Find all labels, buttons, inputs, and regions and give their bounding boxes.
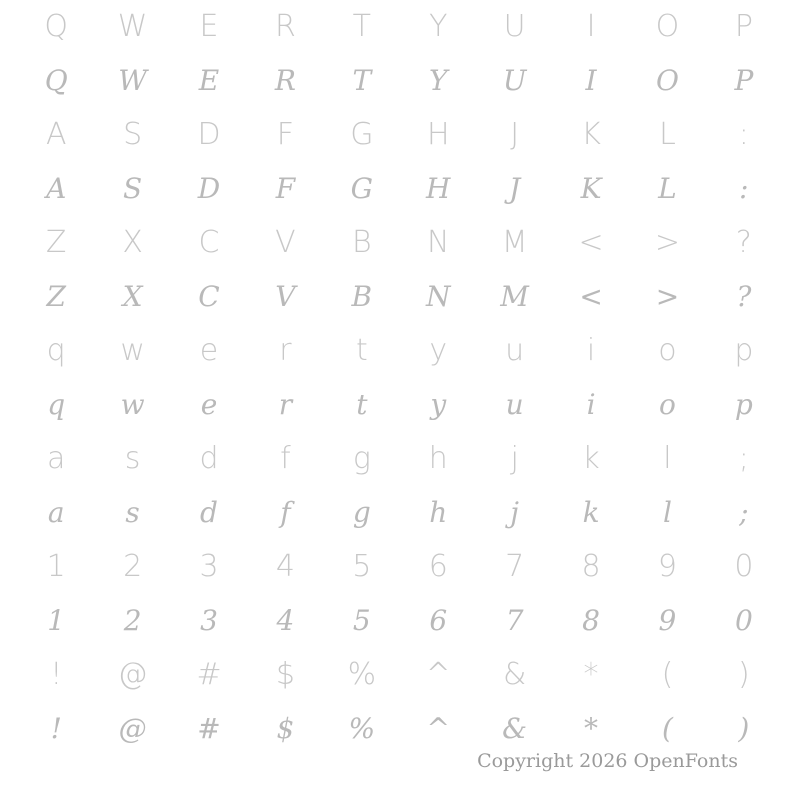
glyph-cell: P bbox=[734, 64, 754, 97]
glyph-cell: X bbox=[122, 280, 143, 313]
glyph-row bbox=[18, 432, 782, 486]
glyph-cell: K bbox=[581, 117, 601, 152]
glyph-cell: % bbox=[347, 657, 377, 692]
glyph-cell: O bbox=[655, 9, 680, 44]
glyph-cell: < bbox=[578, 225, 604, 260]
glyph-row bbox=[18, 540, 782, 594]
glyph-cell: * bbox=[584, 712, 599, 745]
glyph-cell: C bbox=[198, 225, 220, 260]
glyph-cell: W bbox=[117, 9, 148, 44]
glyph-cell: D bbox=[197, 117, 221, 152]
glyph-cell: $ bbox=[276, 712, 295, 745]
glyph-cell: O bbox=[655, 64, 679, 97]
glyph-cell: L bbox=[659, 117, 676, 152]
glyph-cell: e bbox=[199, 333, 219, 368]
glyph-cell: l bbox=[662, 496, 672, 529]
glyph-cell: G bbox=[350, 117, 374, 152]
glyph-cell: U bbox=[503, 9, 526, 44]
glyph-cell: A bbox=[46, 172, 67, 205]
glyph-cell: ^ bbox=[425, 657, 451, 692]
glyph-cell: U bbox=[502, 64, 527, 97]
glyph-cell: h bbox=[428, 441, 448, 476]
glyph-cell: W bbox=[118, 64, 147, 97]
glyph-cell: e bbox=[200, 388, 218, 421]
glyph-cell: 5 bbox=[352, 604, 371, 637]
glyph-cell: H bbox=[426, 117, 450, 152]
glyph-cell: & bbox=[502, 712, 528, 745]
glyph-cell: 0 bbox=[734, 604, 753, 637]
glyph-cell: T bbox=[352, 9, 371, 44]
glyph-cell: # bbox=[196, 657, 222, 692]
glyph-cell: B bbox=[351, 280, 373, 313]
glyph-cell: Z bbox=[45, 225, 67, 260]
glyph-cell: k bbox=[582, 496, 600, 529]
glyph-cell: r bbox=[279, 333, 292, 368]
glyph-row bbox=[18, 594, 782, 648]
glyph-cell: V bbox=[275, 280, 296, 313]
glyph-cell: G bbox=[350, 172, 374, 205]
glyph-cell: g bbox=[352, 441, 371, 476]
glyph-row bbox=[18, 378, 782, 432]
glyph-cell: M bbox=[501, 225, 528, 260]
glyph-cell: t bbox=[355, 333, 368, 368]
glyph-cell: 4 bbox=[276, 604, 295, 637]
glyph-cell: @ bbox=[118, 712, 147, 745]
glyph-cell: p bbox=[734, 333, 754, 368]
glyph-cell: N bbox=[427, 225, 450, 260]
glyph-cell: : bbox=[738, 117, 749, 152]
glyph-cell: Y bbox=[429, 9, 448, 44]
glyph-cell: s bbox=[124, 441, 141, 476]
glyph-cell: s bbox=[125, 496, 140, 529]
glyph-row bbox=[18, 216, 782, 270]
glyph-cell: A bbox=[45, 117, 67, 152]
glyph-cell: 8 bbox=[582, 604, 600, 637]
glyph-cell: w bbox=[120, 333, 145, 368]
glyph-cell: Q bbox=[44, 9, 69, 44]
glyph-cell: H bbox=[426, 172, 451, 205]
glyph-row bbox=[18, 648, 782, 702]
glyph-cell: R bbox=[274, 64, 296, 97]
glyph-cell: 7 bbox=[505, 604, 524, 637]
glyph-cell: k bbox=[582, 441, 600, 476]
glyph-cell: J bbox=[510, 117, 520, 152]
glyph-cell: F bbox=[275, 172, 296, 205]
glyph-cell: ? bbox=[735, 225, 752, 260]
glyph-cell: N bbox=[425, 280, 451, 313]
glyph-cell: w bbox=[120, 388, 145, 421]
glyph-cell: ( bbox=[661, 712, 673, 745]
glyph-cell: L bbox=[658, 172, 677, 205]
glyph-row bbox=[18, 270, 782, 324]
glyph-cell: ! bbox=[50, 712, 62, 745]
glyph-cell: E bbox=[198, 64, 220, 97]
glyph-cell: 9 bbox=[658, 604, 677, 637]
glyph-cell: & bbox=[502, 657, 527, 692]
glyph-cell: Q bbox=[44, 64, 68, 97]
glyph-cell: r bbox=[278, 388, 293, 421]
glyph-cell: M bbox=[500, 280, 529, 313]
glyph-cell: * bbox=[583, 657, 599, 692]
glyph-cell: f bbox=[280, 496, 291, 529]
glyph-cell: ! bbox=[50, 657, 63, 692]
glyph-cell: > bbox=[654, 225, 681, 260]
glyph-cell: u bbox=[505, 388, 524, 421]
glyph-cell: % bbox=[348, 712, 376, 745]
glyph-cell: R bbox=[274, 9, 296, 44]
glyph-cell: y bbox=[429, 333, 448, 368]
glyph-cell: 3 bbox=[199, 549, 219, 584]
glyph-cell: I bbox=[585, 64, 597, 97]
glyph-cell: d bbox=[200, 496, 218, 529]
glyph-cell: ) bbox=[738, 657, 750, 692]
glyph-cell: a bbox=[47, 496, 65, 529]
glyph-cell: p bbox=[734, 388, 753, 421]
glyph-cell: @ bbox=[117, 657, 148, 692]
glyph-cell: u bbox=[505, 333, 525, 368]
glyph-cell: $ bbox=[275, 657, 295, 692]
glyph-cell: 9 bbox=[657, 549, 677, 584]
glyph-cell: C bbox=[198, 280, 220, 313]
glyph-row bbox=[18, 702, 782, 756]
glyph-cell: Y bbox=[428, 64, 448, 97]
glyph-cell: j bbox=[510, 496, 519, 529]
glyph-cell: t bbox=[356, 388, 368, 421]
glyph-cell: X bbox=[122, 225, 143, 260]
glyph-cell: j bbox=[510, 441, 519, 476]
glyph-cell: 2 bbox=[123, 549, 143, 584]
glyph-row bbox=[18, 486, 782, 540]
glyph-cell: P bbox=[734, 9, 753, 44]
glyph-row bbox=[18, 324, 782, 378]
glyph-cell: h bbox=[429, 496, 448, 529]
glyph-row bbox=[18, 0, 782, 54]
glyph-cell: V bbox=[275, 225, 296, 260]
glyph-cell: 0 bbox=[734, 549, 754, 584]
glyph-cell: < bbox=[579, 280, 603, 313]
glyph-cell: 6 bbox=[428, 549, 448, 584]
glyph-cell: g bbox=[352, 496, 371, 529]
glyph-cell: 1 bbox=[47, 604, 66, 637]
glyph-cell: # bbox=[197, 712, 221, 745]
glyph-cell: > bbox=[655, 280, 680, 313]
glyph-cell: : bbox=[739, 172, 749, 205]
glyph-cell: i bbox=[586, 333, 596, 368]
glyph-cell: ^ bbox=[426, 712, 450, 745]
glyph-cell: l bbox=[663, 441, 672, 476]
glyph-cell: q bbox=[47, 388, 66, 421]
glyph-cell: 4 bbox=[275, 549, 295, 584]
glyph-cell: 5 bbox=[352, 549, 372, 584]
glyph-cell: i bbox=[586, 388, 596, 421]
glyph-cell: a bbox=[47, 441, 66, 476]
glyph-cell: B bbox=[352, 225, 372, 260]
glyph-cell: D bbox=[197, 172, 221, 205]
glyph-cell: o bbox=[659, 388, 676, 421]
glyph-cell: F bbox=[276, 117, 295, 152]
glyph-cell: o bbox=[658, 333, 677, 368]
glyph-cell: 8 bbox=[581, 549, 601, 584]
glyph-cell: S bbox=[123, 117, 143, 152]
glyph-cell: y bbox=[430, 388, 447, 421]
glyph-cell: 2 bbox=[123, 604, 142, 637]
copyright-notice: Copyright 2026 OpenFonts bbox=[477, 750, 738, 772]
glyph-cell: Z bbox=[46, 280, 66, 313]
glyph-cell: 3 bbox=[200, 604, 218, 637]
glyph-cell: ) bbox=[738, 712, 750, 745]
glyph-row bbox=[18, 108, 782, 162]
glyph-cell: ; bbox=[738, 441, 749, 476]
glyph-row bbox=[18, 54, 782, 108]
glyph-cell: S bbox=[123, 172, 143, 205]
glyph-cell: 1 bbox=[46, 549, 66, 584]
glyph-cell: E bbox=[199, 9, 219, 44]
glyph-cell: T bbox=[352, 64, 372, 97]
glyph-cell: q bbox=[46, 333, 66, 368]
glyph-cell: ; bbox=[739, 496, 749, 529]
glyph-cell: 6 bbox=[429, 604, 448, 637]
glyph-cell: 7 bbox=[505, 549, 525, 584]
glyph-cell: d bbox=[199, 441, 219, 476]
glyph-row bbox=[18, 162, 782, 216]
glyph-cell: I bbox=[586, 9, 596, 44]
glyph-cell: ? bbox=[736, 280, 752, 313]
glyph-cell: K bbox=[580, 172, 602, 205]
glyph-cell: f bbox=[280, 441, 291, 476]
glyph-cell: ( bbox=[661, 657, 674, 692]
glyph-cell: J bbox=[509, 172, 521, 205]
